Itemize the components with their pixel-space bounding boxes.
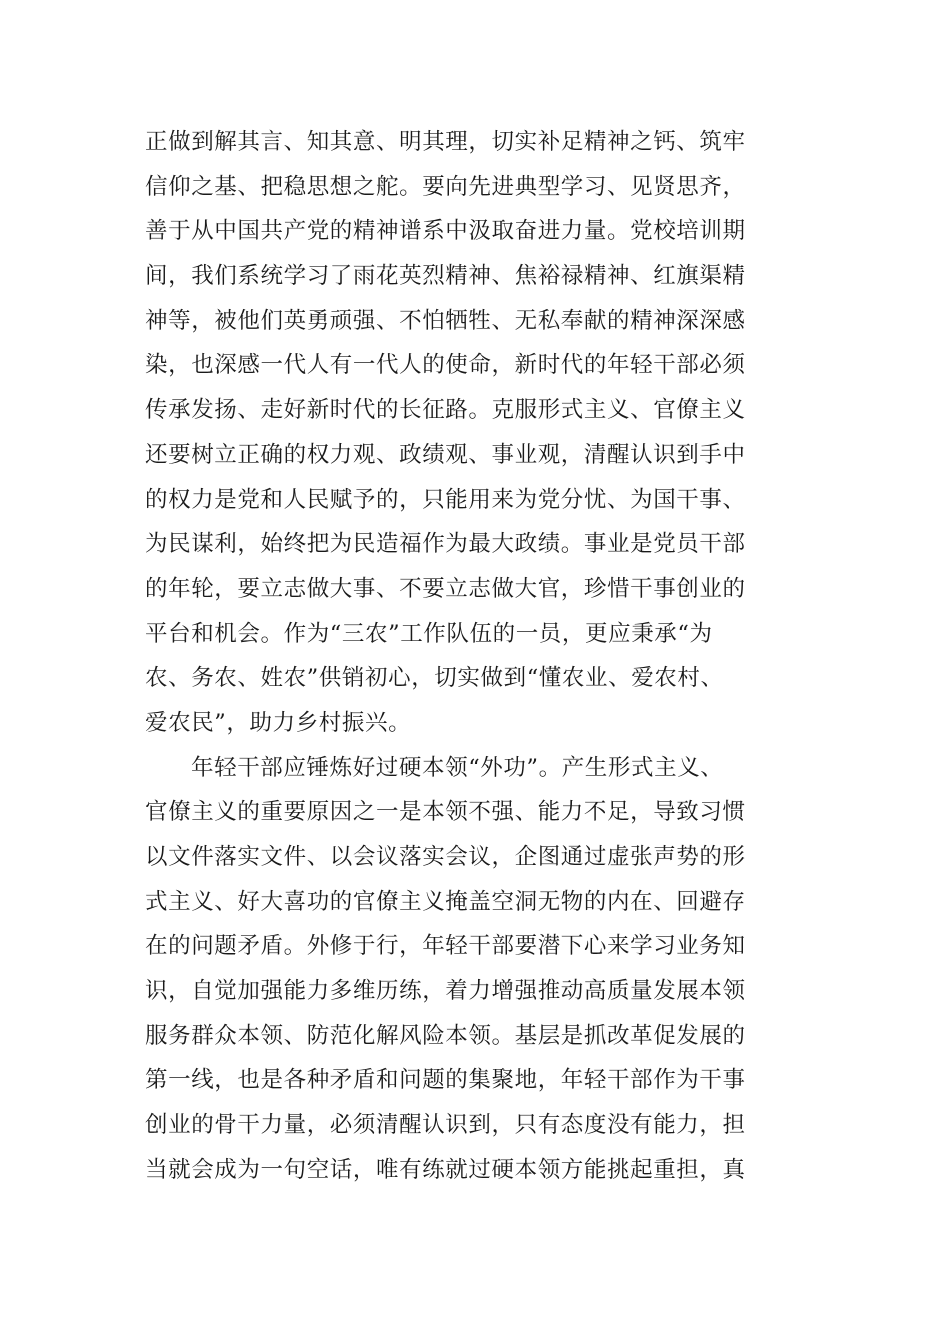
text-line: 染，也深感一代人有一代人的使命，新时代的年轻干部必须 [145, 352, 746, 379]
text-line: 平台和机会。作为“三农”工作队伍的一员，更应秉承“为 [145, 620, 713, 647]
text-line: 信仰之基、把稳思想之舵。要向先进典型学习、见贤思齐， [145, 173, 746, 200]
text-line: 服务群众本领、防范化解风险本领。基层是抓改革促发展的 [145, 1022, 746, 1049]
text-line: 的权力是党和人民赋予的，只能用来为党分忧、为国干事、 [145, 486, 746, 513]
text-line: 神等，被他们英勇顽强、不怕牺牲、无私奉献的精神深深感 [145, 307, 746, 334]
text-line: 识，自觉加强能力多维历练，着力增强推动高质量发展本领 [145, 978, 746, 1005]
text-line: 善于从中国共产党的精神谱系中汲取奋进力量。党校培训期 [145, 218, 746, 245]
text-line: 还要树立正确的权力观、政绩观、事业观，清醒认识到手中 [145, 441, 746, 468]
text-line: 以文件落实文件、以会议落实会议，企图通过虚张声势的形 [145, 844, 746, 870]
text-line: 创业的骨干力量，必须清醒认识到，只有态度没有能力，担 [145, 1112, 746, 1139]
document-body [145, 120, 815, 1193]
text-line: 第一线，也是各种矛盾和问题的集聚地，年轻干部作为干事 [145, 1067, 746, 1094]
text-line: 传承发扬、走好新时代的长征路。克服形式主义、官僚主义 [145, 397, 746, 424]
text-line: 农、务农、姓农”供销初心，切实做到“懂农业、爱农村、 [145, 665, 724, 692]
text-line: 官僚主义的重要原因之一是本领不强、能力不足，导致习惯 [145, 799, 746, 826]
text-line: 的年轮，要立志做大事、不要立志做大官，珍惜干事创业的 [145, 575, 746, 602]
text-line: 间，我们系统学习了雨花英烈精神、焦裕禄精神、红旗渠精 [145, 263, 746, 290]
text-line: 为民谋利，始终把为民造福作为最大政绩。事业是党员干部 [145, 531, 746, 558]
text-line: 正做到解其言、知其意、明其理，切实补足精神之钙、筑牢 [145, 129, 746, 155]
text-line: 在的问题矛盾。外修于行，年轻干部要潜下心来学习业务知 [145, 933, 746, 960]
text-line: 年轻干部应锤炼好过硬本领“外功”。产生形式主义、 [191, 754, 724, 781]
paragraph-1 [145, 120, 815, 746]
paragraph-2 [145, 746, 815, 1193]
text-line: 爱农民”，助力乡村振兴。 [145, 709, 412, 736]
text-line: 当就会成为一句空话，唯有练就过硬本领方能挑起重担，真 [145, 1156, 746, 1183]
text-line: 式主义、好大喜功的官僚主义掩盖空洞无物的内在、回避存 [145, 888, 746, 915]
